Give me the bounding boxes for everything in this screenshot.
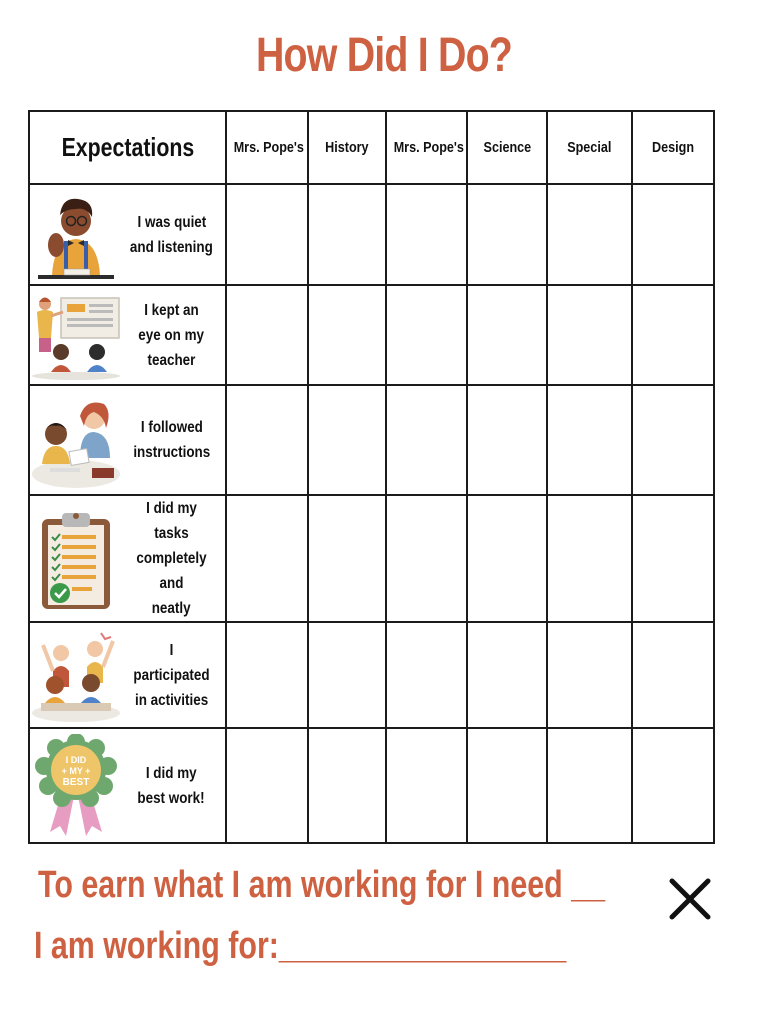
- expectation-label: I participated in activities: [133, 641, 210, 709]
- expectation-cell: [29, 622, 226, 728]
- check-cell[interactable]: [632, 622, 714, 728]
- expectation-label: I was quiet and listening: [130, 213, 213, 256]
- check-cell[interactable]: [632, 184, 714, 285]
- expectation-cell: [29, 385, 226, 495]
- expectation-cell: [29, 285, 226, 385]
- check-cell[interactable]: [226, 495, 308, 622]
- expectation-cell: [29, 495, 226, 622]
- behavior-chart: [28, 110, 715, 844]
- column-header: Mrs. Pope's: [226, 111, 308, 184]
- check-cell[interactable]: [308, 285, 386, 385]
- expectations-header: Expectations: [29, 111, 226, 184]
- check-cell[interactable]: [226, 184, 308, 285]
- column-header: Science: [467, 111, 547, 184]
- check-cell[interactable]: [547, 285, 632, 385]
- column-header: Mrs. Pope's: [386, 111, 467, 184]
- check-cell[interactable]: [226, 385, 308, 495]
- check-cell[interactable]: [547, 184, 632, 285]
- check-cell[interactable]: [547, 728, 632, 843]
- expectation-row: [29, 495, 714, 622]
- check-cell[interactable]: [547, 495, 632, 622]
- expectation-label: I did my best work!: [137, 764, 206, 807]
- page-title: How Did I Do?: [255, 29, 513, 82]
- check-cell[interactable]: [386, 385, 467, 495]
- check-cell[interactable]: [467, 184, 547, 285]
- reward-text: I am working for:_________________: [34, 925, 567, 967]
- check-cell[interactable]: [308, 495, 386, 622]
- expectation-row: [29, 285, 714, 385]
- expectation-row: [29, 184, 714, 285]
- expectation-cell: [29, 184, 226, 285]
- check-cell[interactable]: [308, 184, 386, 285]
- check-cell[interactable]: [632, 285, 714, 385]
- badge-text: I DID: [65, 754, 87, 765]
- expectation-label: I kept an eye on my teacher: [138, 301, 205, 369]
- check-cell[interactable]: [467, 728, 547, 843]
- award-ribbon-illustration: [30, 734, 122, 838]
- check-cell[interactable]: [467, 495, 547, 622]
- check-cell[interactable]: [308, 622, 386, 728]
- clipboard-checklist-illustration: [30, 507, 122, 611]
- check-cell[interactable]: [467, 285, 547, 385]
- expectation-row: [29, 385, 714, 495]
- check-cell[interactable]: [632, 728, 714, 843]
- teacher-at-board-illustration: [30, 290, 122, 380]
- header-row: [29, 111, 714, 184]
- check-cell[interactable]: [386, 622, 467, 728]
- goal-count-text: To earn what I am working for I need __: [38, 864, 606, 906]
- expectation-label: I followed instructions: [133, 419, 210, 461]
- expectation-label: I did my tasks completely and neatly: [136, 500, 207, 617]
- column-header: Special: [547, 111, 632, 184]
- teacher-helping-student-illustration: [30, 392, 122, 488]
- students-raising-hands-illustration: [30, 627, 122, 723]
- column-header: History: [308, 111, 386, 184]
- check-cell[interactable]: [467, 385, 547, 495]
- badge-text: + MY +: [61, 765, 91, 776]
- check-cell[interactable]: [386, 728, 467, 843]
- expectation-row: [29, 622, 714, 728]
- check-cell[interactable]: [386, 285, 467, 385]
- badge-text: BEST: [62, 776, 90, 788]
- check-cell[interactable]: [308, 385, 386, 495]
- goal-count-line: [38, 864, 768, 907]
- check-cell[interactable]: [467, 622, 547, 728]
- check-cell[interactable]: [547, 622, 632, 728]
- check-cell[interactable]: [632, 385, 714, 495]
- expectation-cell: [29, 728, 226, 843]
- check-cell[interactable]: [226, 285, 308, 385]
- check-cell[interactable]: [632, 495, 714, 622]
- check-cell[interactable]: [386, 184, 467, 285]
- check-cell[interactable]: [547, 385, 632, 495]
- check-cell[interactable]: [308, 728, 386, 843]
- close-x-icon: [668, 877, 712, 921]
- check-cell[interactable]: [226, 728, 308, 843]
- check-cell[interactable]: [386, 495, 467, 622]
- column-header: Design: [632, 111, 714, 184]
- student-thinking-illustration: [30, 189, 122, 281]
- expectation-row: [29, 728, 714, 843]
- reward-line: [34, 925, 768, 968]
- check-cell[interactable]: [226, 622, 308, 728]
